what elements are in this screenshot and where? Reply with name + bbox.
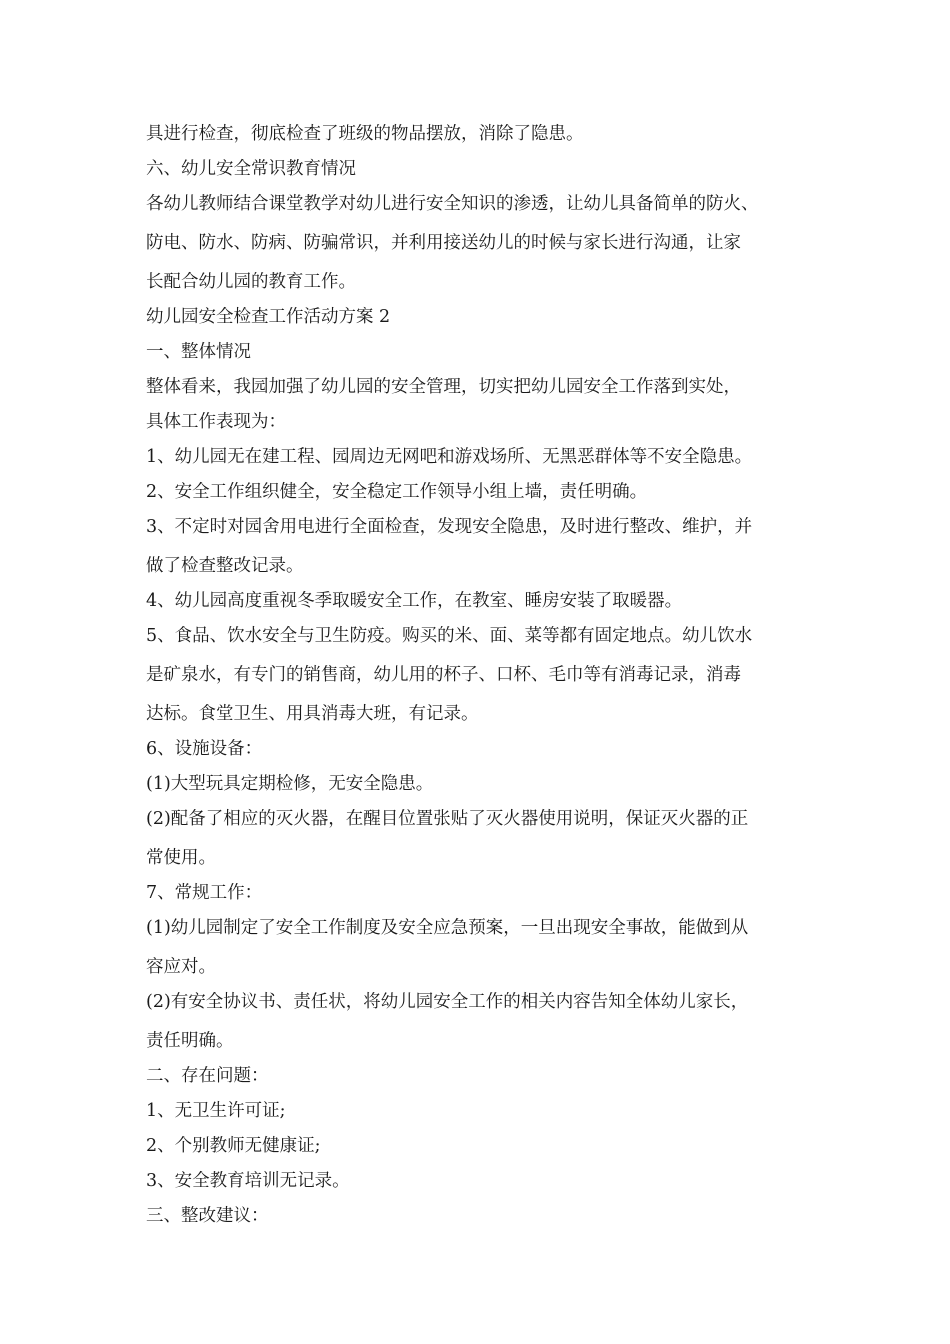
- list-item: 5、食品、饮水安全与卫生防疫。购买的米、面、菜等都有固定地点。幼儿饮水: [146, 626, 753, 646]
- paragraph-line: 各幼儿教师结合课堂教学对幼儿进行安全知识的渗透，让幼儿具备简单的防火、: [146, 194, 759, 214]
- list-item-continuation: 做了检查整改记录。: [146, 556, 304, 576]
- list-item: 1、幼儿园无在建工程、园周边无网吧和游戏场所、无黑恶群体等不安全隐患。: [146, 447, 753, 467]
- paragraph-line: 长配合幼儿园的教育工作。: [146, 272, 356, 292]
- list-item: 4、幼儿园高度重视冬季取暖安全工作，在教室、睡房安装了取暖器。: [146, 591, 683, 611]
- sub-list-item: (1)大型玩具定期检修，无安全隐患。: [146, 774, 434, 794]
- list-item: 1、无卫生许可证;: [146, 1101, 286, 1121]
- list-item: 3、安全教育培训无记录。: [146, 1171, 350, 1191]
- list-item-continuation: 达标。食堂卫生、用具消毒大班，有记录。: [146, 704, 479, 724]
- section-heading: 三、整改建议：: [146, 1206, 269, 1226]
- section-heading: 二、存在问题：: [146, 1066, 269, 1086]
- section-heading: 一、整体情况: [146, 342, 251, 362]
- paragraph-line: 具进行检查，彻底检查了班级的物品摆放，消除了隐患。: [146, 124, 584, 144]
- sub-list-item: (2)有安全协议书、责任状，将幼儿园安全工作的相关内容告知全体幼儿家长，: [146, 992, 749, 1012]
- list-item: 7、常规工作：: [146, 883, 263, 903]
- sub-list-item-continuation: 常使用。: [146, 848, 216, 868]
- paragraph-line: 具体工作表现为：: [146, 412, 286, 432]
- sub-list-item-continuation: 责任明确。: [146, 1031, 234, 1051]
- sub-list-item: (1)幼儿园制定了安全工作制度及安全应急预案，一旦出现安全事故，能做到从: [146, 918, 749, 938]
- list-item: 3、不定时对园舍用电进行全面检查，发现安全隐患，及时进行整改、维护，并: [146, 517, 753, 537]
- paragraph-line: 整体看来，我园加强了幼儿园的安全管理，切实把幼儿园安全工作落到实处，: [146, 377, 741, 397]
- sub-list-item-continuation: 容应对。: [146, 957, 216, 977]
- list-item: 6、设施设备：: [146, 739, 263, 759]
- sub-list-item: (2)配备了相应的灭火器，在醒目位置张贴了灭火器使用说明，保证灭火器的正: [146, 809, 749, 829]
- list-item: 2、个别教师无健康证;: [146, 1136, 321, 1156]
- section-heading: 六、幼儿安全常识教育情况: [146, 159, 356, 179]
- paragraph-line: 防电、防水、防病、防骗常识，并利用接送幼儿的时候与家长进行沟通，让家: [146, 233, 741, 253]
- document-title: 幼儿园安全检查工作活动方案 2: [146, 307, 391, 327]
- document-body: [146, 124, 826, 1226]
- list-item: 2、安全工作组织健全，安全稳定工作领导小组上墙，责任明确。: [146, 482, 648, 502]
- list-item-continuation: 是矿泉水，有专门的销售商，幼儿用的杯子、口杯、毛巾等有消毒记录，消毒: [146, 665, 741, 685]
